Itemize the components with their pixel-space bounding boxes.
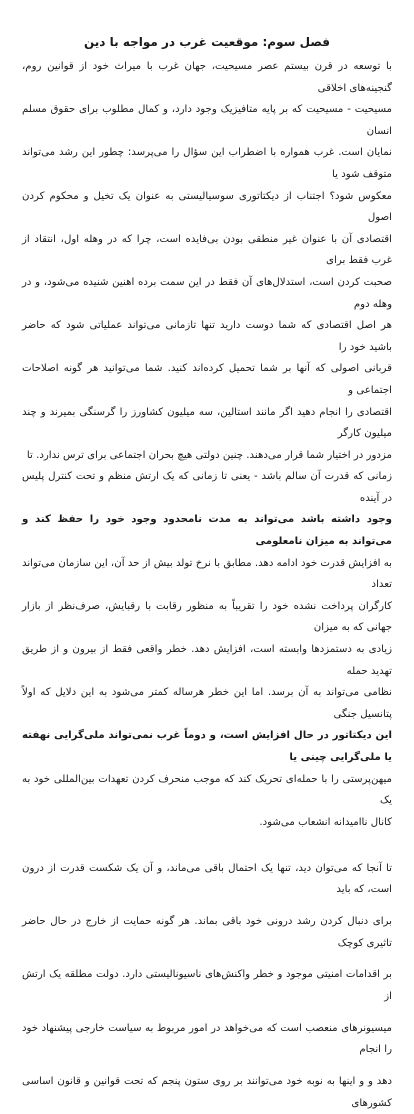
paragraph-line: زمانی که قدرت آن سالم باشد - یعنی تا زمانی که یک ارتش منظم و تحت کنترل پلیس در آینده <box>22 471 392 504</box>
paragraph-line: مسیحیت - مسیحیت که بر پایه متافیزیک وجود دارد، و کمال مطلوب برای حقوق مسلم انسان <box>22 104 392 137</box>
paragraph-line: قربانی اصولی که آنها بر شما تحمیل کرده‌اند کنید. شما می‌توانید هر گونه اصلاحات اجتماعی و <box>22 363 392 396</box>
paragraph-line: کارگران پرداخت نشده خود را تقریباً به منظور رقابت با رقبایش، صرف‌نظر از بازار جهانی که به میزان <box>22 600 392 634</box>
paragraph-line: به افزایش قدرت خود ادامه دهد. مطابق با نرخ تولد بیش از حد آن، این سازمان می‌تواند تعداد <box>22 557 392 591</box>
paragraph-line: زیادی به دستمزدها وابسته است، افزایش دهد. خطر واقعی فقط از بیرون و از طریق تهدید حمله <box>22 644 392 677</box>
paragraph-line: برای دنبال کردن رشد درونی خود باقی بماند. هر گونه حمایت از خارج در حال حاضر تاثیری کوچک <box>22 915 392 949</box>
paragraph-line: دهد و و اینها به نوبه خود می‌توانند بر روی ستون پنجم که تحت قوانین و قانون اساسی کشورهای <box>22 1076 392 1109</box>
paragraph-line: این دیکتاتور در حال افزایش است، و دوماً غرب نمی‌تواند ملی‌گرایی نهفته یا ملی‌گرایی چینی یا <box>22 730 392 763</box>
paragraph-line: صحبت کردن است، استدلال‌های آن فقط در این سمت برده اهنین شنیده می‌شود، و در وهله دوم <box>22 276 392 310</box>
paragraph-line: هر اصل اقتصادی که شما دوست دارید تنها تازمانی می‌تواند عملیاتی شود که حاضر باشید خود را <box>22 320 392 353</box>
paragraph-line: میهن‌پرستی را با حمله‌ای تحریک کند که موجب منحرف کردن تعهدات بین‌المللی خود به یک <box>22 773 392 807</box>
section-title: فصل سوم: موقعیت غرب در مواجه با دین <box>84 35 330 49</box>
paragraph-line: وجود داشته باشد می‌تواند به مدت نامحدود وجود خود را حفظ کند و می‌تواند به میزان نامعلومی <box>22 514 392 548</box>
paragraph-line: بر اقدامات امنیتی موجود و خطر واکنش‌های ناسیونالیستی دارد. دولت مطلقه یک ارتش از <box>22 969 392 1002</box>
paragraph-line: نظامی می‌تواند به آن برسد. اما این خطر هرساله کمتر می‌شود به این دلایل که اولاً پتانسیل جنگی <box>22 687 392 720</box>
paragraph-spacer <box>22 833 392 847</box>
paragraph-line: اقتصادی را انجام دهید اگر مانند استالین، سه میلیون کشاورز را گرسنگی بمیرند و چند میلیون کارگر <box>22 406 392 440</box>
paragraph-line: نمایان است. غرب همواره با اضطراب این سؤال را می‌پرسد: چطور این رشد می‌تواند متوقف شود یا <box>22 147 392 180</box>
paragraph-line: مزدور در اختیار شما قرار می‌دهند. چنین دولتی هیچ بحران اجتماعی برای ترس ندارد. تا <box>26 449 392 461</box>
paragraph-2 <box>22 858 392 1114</box>
paragraph-line: تا آنجا که می‌توان دید، تنها یک احتمال باقی می‌ماند، و آن یک شکست قدرت از درون است، که باید <box>22 862 392 896</box>
paragraph-line: با توسعه در قرن بیستم عصر مسیحیت، جهان غرب با میراث خود از قوانین روم، گنجینه‌های اخلاقی <box>22 61 392 94</box>
paragraph-line: معکوس شود؟ اجتناب از دیکتاتوری سوسیالیستی به عنوان یک تخیل و محکوم کردن اصول <box>22 190 392 224</box>
paragraph-1 <box>22 56 392 833</box>
paragraph-line: اقتصادی آن با عنوان غیر منطقی بودن بی‌فایده است، چرا که در وهله اول، انتقاد از غرب فقط برای <box>22 233 392 267</box>
paragraph-line: کانال ناامیدانه انشعاب می‌شود. <box>259 816 392 828</box>
paragraph-line: میسیونرهای منعصب است که می‌خواهد در امور مربوط به سیاست خارجی پیشنهاد خود را انجام <box>22 1022 392 1056</box>
